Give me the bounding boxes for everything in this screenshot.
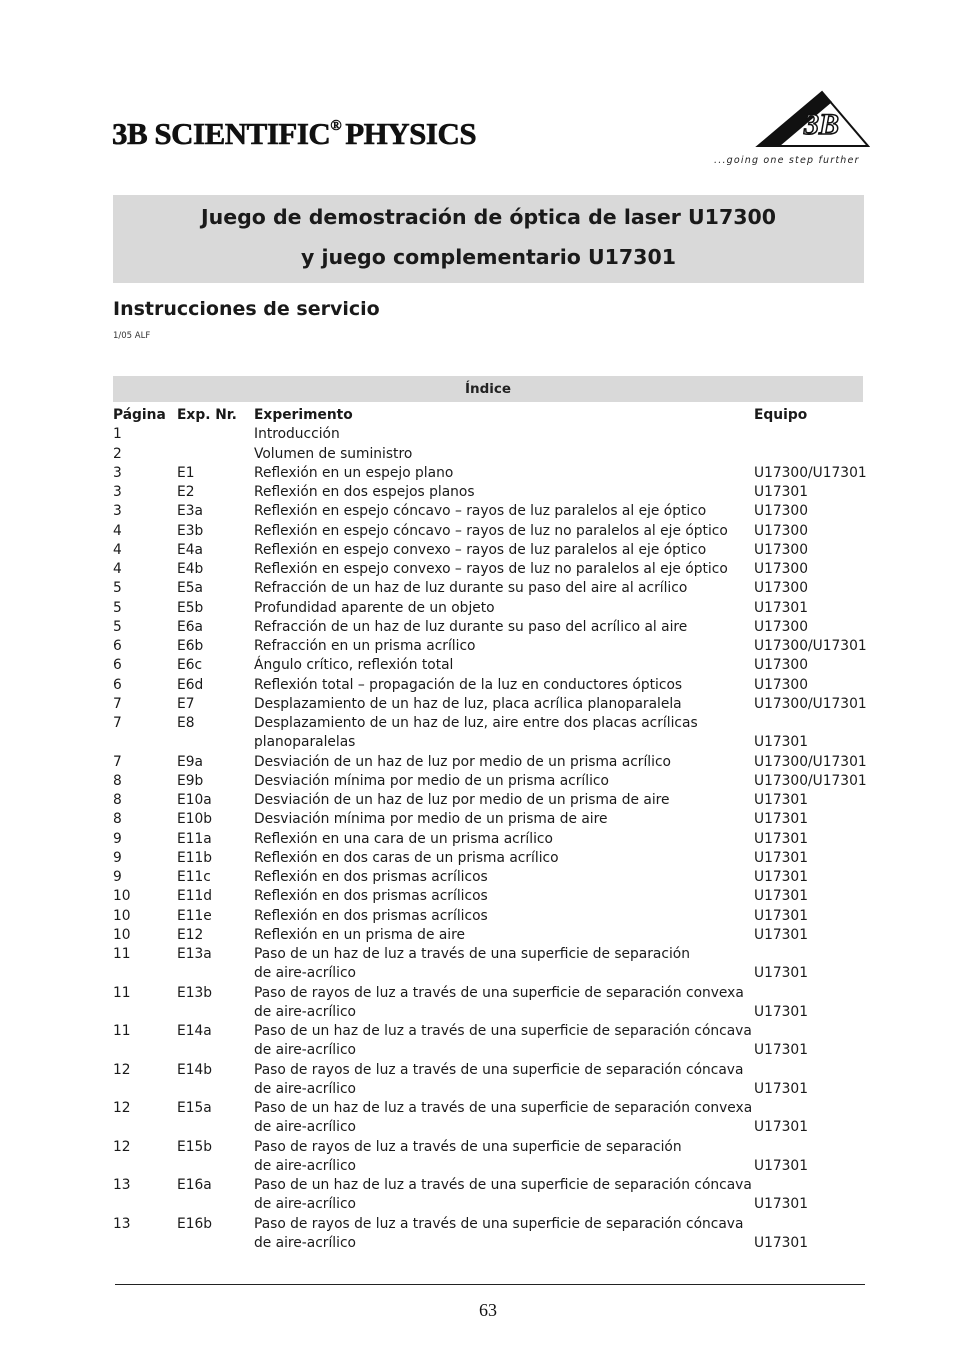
row-equipment: U17301 — [754, 965, 808, 982]
row-experiment: Paso de un haz de luz a través de una superficie de separación cóncava — [254, 1023, 752, 1039]
row-equipment: U17301 — [754, 792, 808, 808]
table-row — [113, 541, 865, 560]
row-page: 3 — [113, 503, 122, 520]
table-row — [113, 618, 865, 637]
row-experiment: planoparalelas — [254, 734, 356, 751]
row-page: 11 — [113, 946, 131, 962]
row-equipment: U17300 — [754, 580, 808, 597]
row-page: 8 — [113, 792, 122, 808]
row-experiment: Paso de un haz de luz a través de una superficie de separación convexa — [254, 1100, 753, 1116]
table-row — [113, 1138, 865, 1157]
row-equipment: U17301 — [754, 811, 808, 828]
row-exp-nr: E2 — [177, 484, 195, 500]
row-page: 6 — [113, 657, 122, 674]
row-equipment: U17301 — [754, 907, 808, 924]
row-exp-nr: E14a — [177, 1023, 212, 1039]
table-row — [113, 579, 865, 598]
row-experiment: Paso de un haz de luz a través de una superficie de separación — [254, 946, 690, 962]
row-experiment: Reflexión en dos prismas acrílicos — [254, 869, 488, 885]
row-experiment: Refracción en un prisma acrílico — [254, 638, 476, 654]
row-page: 9 — [113, 869, 122, 885]
row-experiment: Reflexión en dos prismas acrílicos — [254, 907, 488, 924]
row-page: 7 — [113, 715, 122, 731]
row-equipment: U17300/U17301 — [754, 753, 867, 770]
table-row — [113, 560, 865, 579]
row-experiment: Reflexión en espejo cóncavo – rayos de luz no paralelos al eje óptico — [254, 522, 728, 539]
row-exp-nr: E7 — [177, 695, 195, 712]
row-equipment: U17301 — [754, 869, 808, 885]
table-row — [113, 522, 865, 541]
row-experiment: de aire-acrílico — [254, 1003, 356, 1020]
row-exp-nr: E6c — [177, 657, 203, 674]
table-row — [113, 656, 865, 675]
brand-name: 3B SCIENTIFIC — [112, 116, 331, 151]
row-experiment: de aire-acrílico — [254, 965, 356, 982]
row-page: 12 — [113, 1100, 131, 1116]
row-experiment: Paso de rayos de luz a través de una superficie de separación — [254, 1138, 682, 1155]
table-row — [113, 637, 865, 656]
row-page: 7 — [113, 753, 122, 770]
document-title-line-2: y juego complementario U17301 — [301, 245, 676, 269]
row-page: 6 — [113, 676, 122, 693]
row-equipment: U17301 — [754, 926, 808, 943]
table-row — [113, 1176, 865, 1195]
index-heading: Índice — [113, 376, 863, 402]
row-page: 12 — [113, 1138, 131, 1155]
row-exp-nr: E15b — [177, 1138, 213, 1155]
row-equipment: U17301 — [754, 1119, 808, 1136]
row-experiment: de aire-acrílico — [254, 1196, 356, 1213]
column-header-page: Página — [113, 407, 166, 423]
section-heading: Instrucciones de servicio — [113, 298, 380, 320]
table-row — [113, 868, 865, 887]
table-row — [113, 733, 865, 752]
row-exp-nr: E10b — [177, 811, 213, 828]
row-page: 4 — [113, 541, 122, 558]
row-equipment: U17300 — [754, 676, 808, 693]
table-row — [113, 1157, 865, 1176]
table-row — [113, 791, 865, 810]
table-row — [113, 676, 865, 695]
row-exp-nr: E11c — [177, 869, 211, 885]
table-row — [113, 1003, 865, 1022]
row-equipment: U17301 — [754, 849, 808, 866]
row-exp-nr: E9a — [177, 753, 203, 770]
row-page: 11 — [113, 984, 131, 1001]
row-equipment: U17300 — [754, 522, 808, 539]
row-experiment: Reflexión en espejo convexo – rayos de luz no paralelos al eje óptico — [254, 561, 728, 577]
table-row — [113, 695, 865, 714]
row-exp-nr: E5a — [177, 580, 203, 597]
row-equipment: U17301 — [754, 734, 808, 751]
table-row — [113, 1022, 865, 1041]
row-experiment: Reflexión en un espejo plano — [254, 464, 454, 481]
table-row — [113, 502, 865, 521]
row-exp-nr: E11a — [177, 830, 212, 847]
row-equipment: U17301 — [754, 1080, 808, 1097]
row-exp-nr: E14b — [177, 1061, 213, 1078]
row-page: 3 — [113, 484, 122, 500]
row-equipment: U17301 — [754, 830, 808, 847]
row-page: 13 — [113, 1177, 131, 1193]
row-equipment: U17301 — [754, 1042, 808, 1059]
row-experiment: Reflexión en dos espejos planos — [254, 484, 475, 500]
table-row — [113, 1234, 865, 1253]
row-exp-nr: E4b — [177, 561, 204, 577]
row-experiment: Reflexión en espejo convexo – rayos de luz paralelos al eje óptico — [254, 541, 707, 558]
row-exp-nr: E11e — [177, 907, 212, 924]
table-row — [113, 1061, 865, 1080]
table-row — [113, 1195, 865, 1214]
row-equipment: U17300 — [754, 541, 808, 558]
row-page: 5 — [113, 599, 122, 616]
row-equipment: U17301 — [754, 888, 808, 905]
table-row — [113, 810, 865, 829]
row-experiment: Desplazamiento de un haz de luz, aire entre dos placas acrílicas — [254, 715, 698, 731]
row-exp-nr: E3b — [177, 522, 204, 539]
row-equipment: U17300/U17301 — [754, 638, 867, 654]
row-exp-nr: E3a — [177, 503, 203, 520]
row-equipment: U17301 — [754, 1157, 808, 1174]
table-row — [113, 964, 865, 983]
row-exp-nr: E16b — [177, 1215, 213, 1232]
row-exp-nr: E16a — [177, 1177, 212, 1193]
table-row — [113, 483, 865, 502]
row-experiment: Reflexión en un prisma de aire — [254, 926, 465, 943]
row-exp-nr: E6b — [177, 638, 204, 654]
row-experiment: Ángulo crítico, reflexión total — [254, 657, 454, 674]
row-page: 1 — [113, 426, 122, 443]
row-experiment: Reflexión en una cara de un prisma acrílico — [254, 830, 553, 847]
row-equipment: U17300/U17301 — [754, 464, 867, 481]
row-experiment: Profundidad aparente de un objeto — [254, 599, 495, 616]
row-page: 9 — [113, 830, 122, 847]
table-row — [113, 1041, 865, 1060]
brand-suffix: PHYSICS — [345, 116, 477, 151]
table-row — [113, 849, 865, 868]
column-header-exp-nr: Exp. Nr. — [177, 407, 237, 423]
row-experiment: Paso de rayos de luz a través de una superficie de separación convexa — [254, 984, 744, 1001]
row-page: 10 — [113, 888, 131, 905]
row-experiment: de aire-acrílico — [254, 1234, 356, 1251]
row-experiment: Introducción — [254, 426, 340, 443]
table-row — [113, 772, 865, 791]
row-exp-nr: E10a — [177, 792, 212, 808]
svg-text:3B: 3B — [804, 108, 840, 141]
document-title-box — [113, 195, 864, 283]
table-row — [113, 984, 865, 1003]
row-page: 8 — [113, 772, 122, 789]
table-row — [113, 945, 865, 964]
logo-tagline: ...going one step further — [714, 155, 860, 166]
row-exp-nr: E11b — [177, 849, 213, 866]
row-equipment: U17300 — [754, 503, 808, 520]
row-experiment: Paso de rayos de luz a través de una superficie de separación cóncava — [254, 1061, 744, 1078]
footer-divider — [115, 1284, 865, 1285]
registered-mark: ® — [330, 118, 342, 134]
row-experiment: de aire-acrílico — [254, 1157, 356, 1174]
table-row — [113, 714, 865, 733]
row-exp-nr: E11d — [177, 888, 213, 905]
row-equipment: U17301 — [754, 599, 808, 616]
index-table — [113, 406, 865, 1253]
table-row — [113, 425, 865, 444]
row-exp-nr: E15a — [177, 1100, 212, 1116]
row-equipment: U17301 — [754, 484, 808, 500]
row-exp-nr: E8 — [177, 715, 195, 731]
row-equipment: U17301 — [754, 1196, 808, 1213]
table-row — [113, 926, 865, 945]
row-experiment: Reflexión en espejo cóncavo – rayos de luz paralelos al eje óptico — [254, 503, 707, 520]
row-exp-nr: E6a — [177, 618, 203, 635]
index-header-row — [113, 406, 865, 425]
table-row — [113, 907, 865, 926]
table-row — [113, 1118, 865, 1137]
row-equipment: U17300 — [754, 657, 808, 674]
row-experiment: Paso de rayos de luz a través de una superficie de separación cóncava — [254, 1215, 744, 1232]
row-exp-nr: E6d — [177, 676, 204, 693]
row-experiment: Reflexión en dos caras de un prisma acrílico — [254, 849, 559, 866]
document-code: 1/05 ALF — [113, 331, 151, 341]
table-row — [113, 753, 865, 772]
table-row — [113, 464, 865, 483]
page-number: 63 — [479, 1300, 497, 1320]
row-page: 2 — [113, 445, 122, 462]
row-experiment: Desviación mínima por medio de un prisma de aire — [254, 811, 608, 828]
row-page: 4 — [113, 522, 122, 539]
row-experiment: Reflexión total – propagación de la luz en conductores ópticos — [254, 676, 683, 693]
row-page: 11 — [113, 1023, 131, 1039]
row-equipment: U17301 — [754, 1234, 808, 1251]
brand-title — [112, 116, 476, 152]
table-row — [113, 599, 865, 618]
table-row — [113, 1099, 865, 1118]
row-exp-nr: E13a — [177, 946, 212, 962]
document-title-line-1: Juego de demostración de óptica de laser U17300 — [200, 205, 776, 229]
table-row — [113, 830, 865, 849]
row-experiment: Refracción de un haz de luz durante su paso del aire al acrílico — [254, 580, 688, 597]
row-page: 7 — [113, 695, 122, 712]
row-experiment: de aire-acrílico — [254, 1042, 356, 1059]
row-page: 13 — [113, 1215, 131, 1232]
row-experiment: Desviación de un haz de luz por medio de un prisma de aire — [254, 792, 670, 808]
row-equipment: U17300/U17301 — [754, 695, 867, 712]
row-experiment: Desviación de un haz de luz por medio de un prisma acrílico — [254, 753, 671, 770]
row-equipment: U17300/U17301 — [754, 772, 867, 789]
row-exp-nr: E5b — [177, 599, 204, 616]
row-equipment: U17300 — [754, 618, 808, 635]
row-experiment: de aire-acrílico — [254, 1080, 356, 1097]
row-exp-nr: E9b — [177, 772, 204, 789]
table-row — [113, 887, 865, 906]
row-page: 5 — [113, 580, 122, 597]
row-page: 9 — [113, 849, 122, 866]
row-exp-nr: E4a — [177, 541, 203, 558]
row-exp-nr: E12 — [177, 926, 204, 943]
row-page: 3 — [113, 464, 122, 481]
row-experiment: Desviación mínima por medio de un prisma acrílico — [254, 772, 609, 789]
row-page: 10 — [113, 926, 131, 943]
row-page: 6 — [113, 638, 122, 654]
row-exp-nr: E13b — [177, 984, 213, 1001]
row-equipment: U17300 — [754, 561, 808, 577]
column-header-experiment: Experimento — [254, 407, 353, 423]
row-experiment: Volumen de suministro — [254, 445, 413, 462]
table-row — [113, 1215, 865, 1234]
table-row — [113, 445, 865, 464]
row-experiment: de aire-acrílico — [254, 1119, 356, 1136]
row-exp-nr: E1 — [177, 464, 195, 481]
row-equipment: U17301 — [754, 1003, 808, 1020]
row-experiment: Reflexión en dos prismas acrílicos — [254, 888, 488, 905]
column-header-equipment: Equipo — [754, 407, 808, 423]
row-experiment: Refracción de un haz de luz durante su paso del acrílico al aire — [254, 618, 688, 635]
row-page: 4 — [113, 561, 122, 577]
row-page: 12 — [113, 1061, 131, 1078]
table-row — [113, 1080, 865, 1099]
row-experiment: Desplazamiento de un haz de luz, placa acrílica planoparalela — [254, 695, 682, 712]
row-page: 5 — [113, 618, 122, 635]
row-page: 8 — [113, 811, 122, 828]
row-experiment: Paso de un haz de luz a través de una superficie de separación cóncava — [254, 1177, 752, 1193]
row-page: 10 — [113, 907, 131, 924]
